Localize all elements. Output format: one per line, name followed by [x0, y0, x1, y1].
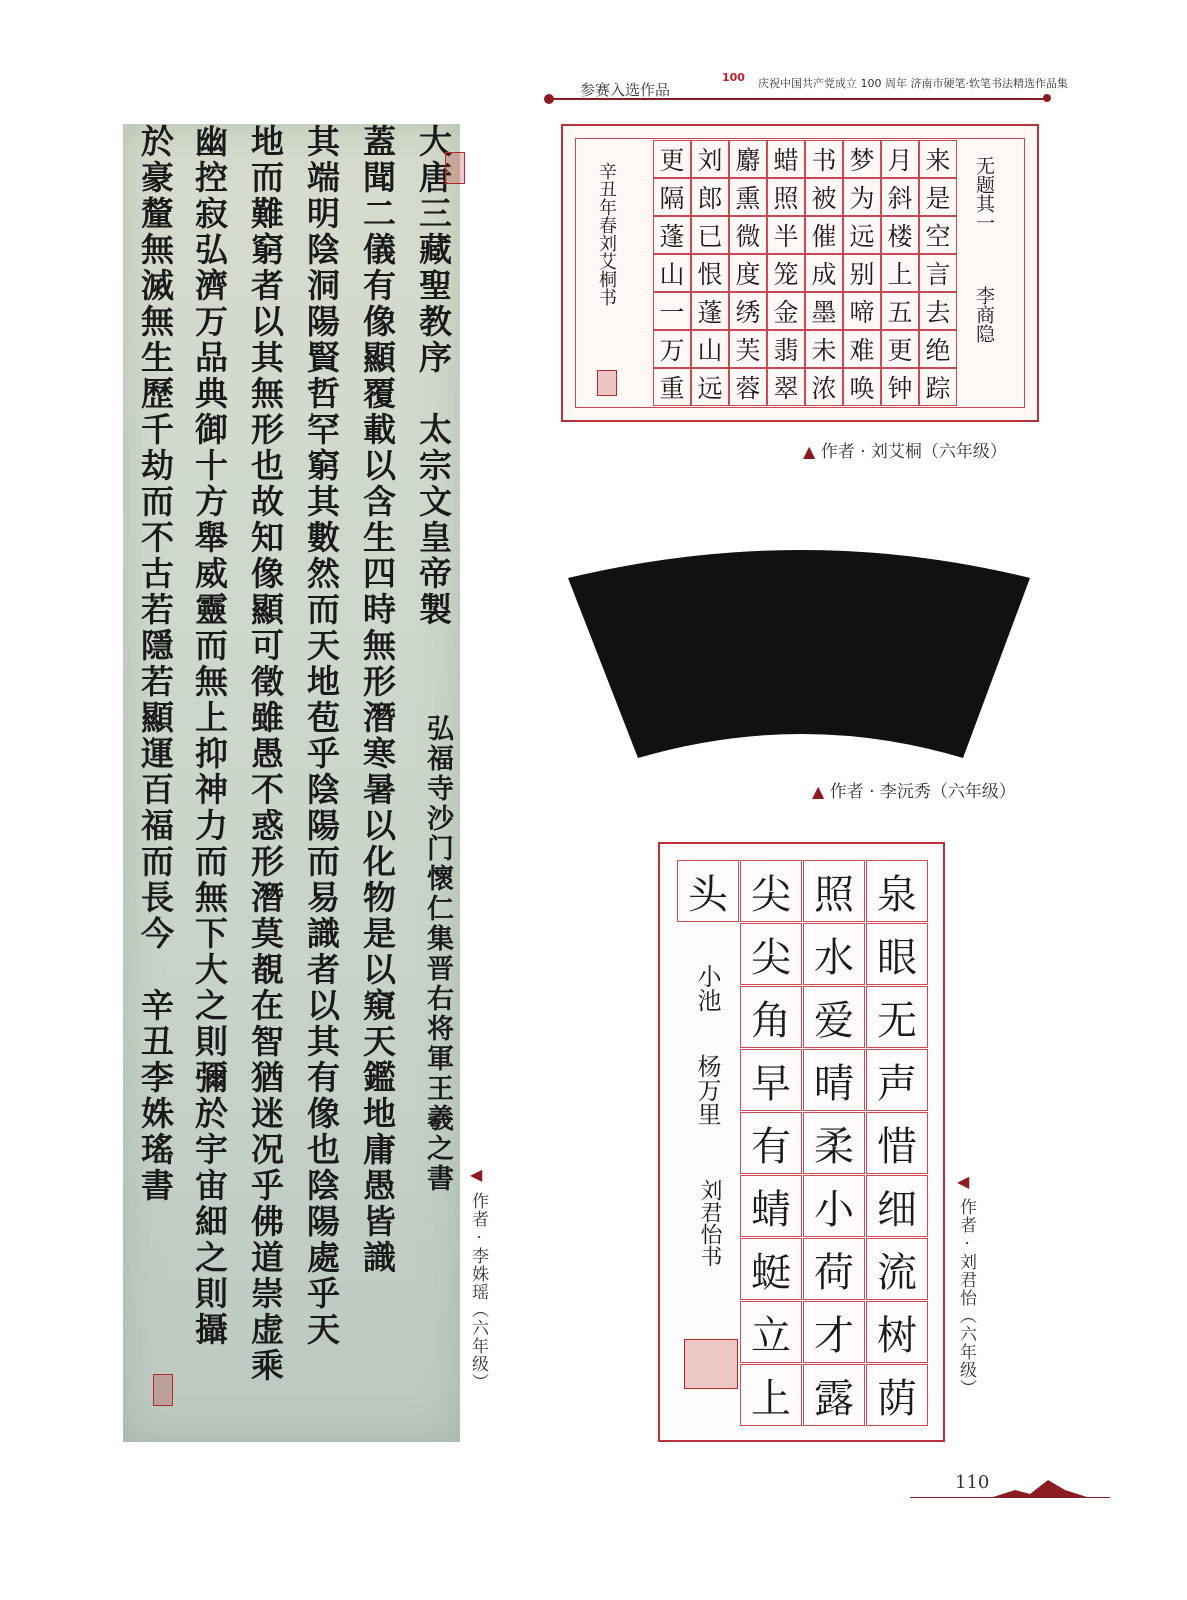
signature: 刘君怡书: [697, 1179, 722, 1267]
grid-character: 钟: [881, 368, 919, 406]
signature: 辛丑年春刘艾桐书: [596, 162, 617, 306]
grid-character: 更: [881, 330, 919, 368]
section-title: 参赛入选作品: [580, 81, 671, 99]
grid-work-liu-aitong: [561, 124, 1039, 422]
grid-work-liu-junyi: [658, 842, 945, 1442]
grid-character: 荷: [803, 1238, 865, 1300]
grid-character: 流: [866, 1238, 928, 1300]
grid-character: 难: [843, 330, 881, 368]
grid-character: 远: [691, 368, 729, 406]
caption-li-yuanxiu: [812, 777, 1016, 802]
grid-character: 为: [843, 178, 881, 216]
grid-character: 言: [919, 254, 957, 292]
book-title: 庆祝中国共产党成立 100 周年 济南市硬笔·软笔书法精选作品集: [758, 77, 1068, 90]
grid-character: 更: [653, 140, 691, 178]
grid-character: 蓉: [729, 368, 767, 406]
mountain-ornament-icon: [990, 1476, 1090, 1500]
header-rule-dot: [1043, 94, 1051, 102]
poem-title: 小池: [693, 964, 721, 1012]
grid-character: 水: [803, 923, 865, 985]
fan-shape: [568, 550, 1030, 758]
caption-liu-aitong: [803, 437, 1007, 462]
grid-character: 郎: [691, 178, 729, 216]
grid-character: 才: [803, 1301, 865, 1363]
grid-character: 踪: [919, 368, 957, 406]
grid-character: 翠: [767, 368, 805, 406]
grid-character: 恨: [691, 254, 729, 292]
grid-character: 去: [919, 292, 957, 330]
grid-character: 浓: [805, 368, 843, 406]
grid-character: 蜓: [740, 1238, 802, 1300]
grid-character: 月: [881, 140, 919, 178]
grid-character: 熏: [729, 178, 767, 216]
calligraphy-scroll-li-shuyao: [123, 124, 460, 1442]
grid-character: 是: [919, 178, 957, 216]
grid-character: 眼: [866, 923, 928, 985]
scroll-column: 蓋聞二儀有像顯覆載以含生四時無形潛寒暑以化物是以窺天鑑地庸愚皆識: [358, 124, 397, 1276]
grid-character: 书: [805, 140, 843, 178]
grid-character: 催: [805, 216, 843, 254]
grid-character: 晴: [803, 1049, 865, 1111]
grid-character: 尖: [740, 923, 802, 985]
grid-character: 度: [729, 254, 767, 292]
grid-character: 斜: [881, 178, 919, 216]
grid-character: 蓬: [653, 216, 691, 254]
grid-character: 上: [881, 254, 919, 292]
grid-character: 隔: [653, 178, 691, 216]
scroll-inscription: 弘福寺沙门懷仁集晋右将軍王羲之書: [422, 714, 453, 1194]
caption-arrow-icon: ▲: [803, 442, 816, 461]
grid-character: 尖: [740, 860, 802, 922]
grid-character: 已: [691, 216, 729, 254]
grid-character: 惜: [866, 1112, 928, 1174]
caption-liu-junyi: 作者 · 刘君怡（六年级）: [956, 1198, 976, 1398]
seal-stamp: [445, 152, 465, 184]
grid-character: 荫: [866, 1364, 928, 1426]
grid-character: 重: [653, 368, 691, 406]
grid-character: 微: [729, 216, 767, 254]
seal-stamp: [597, 370, 617, 396]
grid-character: 柔: [803, 1112, 865, 1174]
poem-poet: 杨万里: [693, 1054, 721, 1126]
header-rule-dot: [544, 94, 554, 104]
caption-arrow-icon: ◀: [470, 1165, 483, 1184]
grid-character: 上: [740, 1364, 802, 1426]
poem-title: 无题其一: [973, 156, 995, 232]
grid-character: 蜻: [740, 1175, 802, 1237]
grid-character: 绣: [729, 292, 767, 330]
caption-arrow-icon: ◀: [957, 1172, 970, 1191]
grid-character: 来: [919, 140, 957, 178]
grid-character: 别: [843, 254, 881, 292]
grid-character: 啼: [843, 292, 881, 330]
page-number: 110: [955, 1472, 990, 1493]
grid-character: 梦: [843, 140, 881, 178]
grid-character: 麝: [729, 140, 767, 178]
caption-li-shuyao: 作者 · 李姝瑶（六年级）: [468, 1192, 488, 1392]
grid-character: 万: [653, 330, 691, 368]
grid-character: 声: [866, 1049, 928, 1111]
grid-character: 一: [653, 292, 691, 330]
grid-character: 角: [740, 986, 802, 1048]
scroll-column: 幽控寂弘濟万品典御十方舉威靈而無上抑神力而無下大之則彌於宇宙細之則攝: [190, 124, 229, 1348]
scroll-column: 其端明陰洞陽賢哲罕窮其數然而天地苞乎陰陽而易識者以其有像也陰陽處乎天: [302, 124, 341, 1348]
grid-character: 立: [740, 1301, 802, 1363]
grid-character: 照: [767, 178, 805, 216]
grid-character: 成: [805, 254, 843, 292]
grid-character: 山: [691, 330, 729, 368]
fan-calligraphy-li-yuanxiu: [568, 540, 1038, 765]
grid-character: 蓬: [691, 292, 729, 330]
grid-character: 早: [740, 1049, 802, 1111]
seal-stamp: [153, 1374, 173, 1406]
grid-character: 唤: [843, 368, 881, 406]
grid-character: 空: [919, 216, 957, 254]
grid-character: 细: [866, 1175, 928, 1237]
grid-character: 爱: [803, 986, 865, 1048]
grid-character: 树: [866, 1301, 928, 1363]
caption-arrow-icon: ▲: [812, 782, 825, 801]
poem-poet: 李商隐: [973, 286, 995, 343]
caption-text: 作者 · 刘艾桐（六年级）: [820, 442, 1007, 462]
grid-character: 泉: [866, 860, 928, 922]
grid-character: 蜡: [767, 140, 805, 178]
scroll-column: 地而難窮者以其無形也故知像顯可徵雖愚不惑形潛莫覩在智猶迷况乎佛道崇虚乘: [246, 124, 285, 1384]
grid-character: 楼: [881, 216, 919, 254]
grid-character: 头: [677, 860, 739, 922]
grid-character: 露: [803, 1364, 865, 1426]
caption-text: 作者 · 李沅秀（六年级）: [829, 782, 1016, 802]
grid-character: 被: [805, 178, 843, 216]
grid-character: 半: [767, 216, 805, 254]
scroll-column: 大唐三藏聖教序 太宗文皇帝製: [414, 124, 453, 628]
grid-character: 小: [803, 1175, 865, 1237]
grid-character: 未: [805, 330, 843, 368]
grid-character: 无: [866, 986, 928, 1048]
grid-character: 墨: [805, 292, 843, 330]
centenary-logo: 100: [722, 71, 745, 84]
grid-character: 金: [767, 292, 805, 330]
grid-character: 远: [843, 216, 881, 254]
grid-character: 照: [803, 860, 865, 922]
grid-character: 绝: [919, 330, 957, 368]
grid-character: 五: [881, 292, 919, 330]
grid-character: 芙: [729, 330, 767, 368]
grid-character: 山: [653, 254, 691, 292]
grid-character: 笼: [767, 254, 805, 292]
seal-stamp: [684, 1339, 738, 1389]
grid-character: 有: [740, 1112, 802, 1174]
scroll-column: 於豪釐無滅無生歷千劫而不古若隱若顯運百福而長今 辛丑李姝瑤書: [136, 124, 175, 1204]
grid-character: 翡: [767, 330, 805, 368]
grid-character: 刘: [691, 140, 729, 178]
